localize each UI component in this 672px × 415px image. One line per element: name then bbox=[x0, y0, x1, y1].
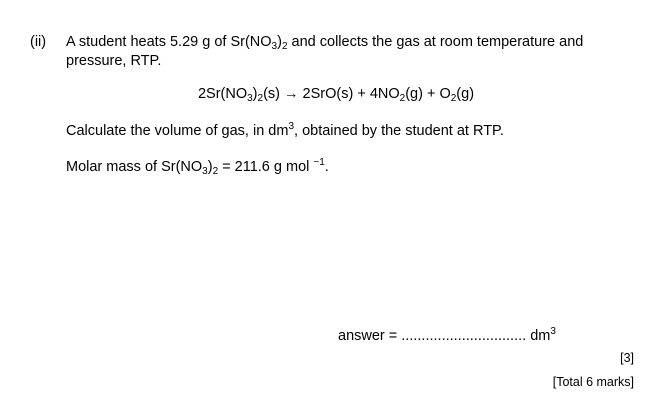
eq-part-3: (s) → 2SrO(s) + 4NO bbox=[263, 86, 400, 102]
instruction-line bbox=[66, 123, 504, 139]
answer-unit: dm bbox=[526, 328, 551, 344]
answer-label: answer = bbox=[338, 328, 402, 344]
eq-sub-2: 2 bbox=[257, 93, 264, 104]
eq-sub-3: 2 bbox=[399, 93, 406, 104]
line1-subscript-2: 2 bbox=[281, 41, 288, 52]
question-text-line-1 bbox=[66, 34, 583, 50]
eq-part-4: (g) + O bbox=[405, 86, 451, 102]
eq-part-5: (g) bbox=[456, 86, 475, 102]
total-marks-label: [Total 6 marks] bbox=[552, 375, 634, 389]
answer-unit-superscript: 3 bbox=[550, 326, 556, 337]
eq-part-2: ) bbox=[252, 86, 258, 102]
molar-text-4: . bbox=[324, 159, 329, 175]
answer-dotted-field[interactable]: ............................... bbox=[401, 328, 527, 344]
instruction-text: Calculate the volume of gas, in dm bbox=[66, 123, 289, 139]
question-part-label: (ii) bbox=[30, 34, 47, 50]
molar-superscript: −1 bbox=[313, 157, 325, 168]
line1-end-text: and collects the gas at room temperature and bbox=[287, 34, 584, 50]
molar-text-2: ) bbox=[207, 159, 213, 175]
molar-mass-line bbox=[66, 159, 329, 175]
eq-sub-1: 3 bbox=[247, 93, 253, 104]
marks-label: [3] bbox=[620, 351, 634, 365]
molar-sub-1: 3 bbox=[202, 166, 208, 177]
line1-text: A student heats 5.29 g of Sr(NO bbox=[66, 34, 272, 50]
line1-paren: ) bbox=[277, 34, 282, 50]
molar-sub-2: 2 bbox=[212, 166, 219, 177]
line1-subscript-3: 3 bbox=[271, 41, 278, 52]
eq-part-1: 2Sr(NO bbox=[197, 86, 248, 102]
molar-text-1: Molar mass of Sr(NO bbox=[66, 159, 203, 175]
instruction-superscript: 3 bbox=[288, 121, 295, 132]
molar-text-3: = 211.6 g mol bbox=[218, 159, 314, 175]
instruction-end-text: , obtained by the student at RTP. bbox=[294, 123, 504, 139]
answer-line bbox=[338, 328, 556, 344]
eq-sub-4: 2 bbox=[450, 93, 457, 104]
question-text-line-2: pressure, RTP. bbox=[66, 53, 162, 69]
chemical-equation bbox=[0, 86, 672, 102]
